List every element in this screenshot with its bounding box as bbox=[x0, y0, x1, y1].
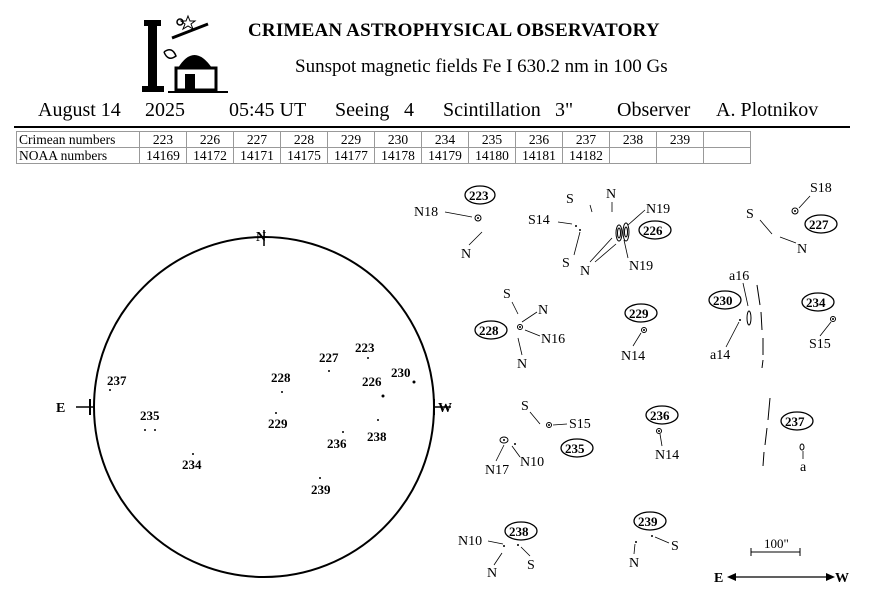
polarity-label: N10 bbox=[458, 534, 483, 549]
polarity-label: N bbox=[487, 566, 498, 581]
crimean-cell: 229 bbox=[328, 132, 375, 148]
scintillation-value: 3" bbox=[555, 99, 574, 121]
polarity-label: N10 bbox=[520, 455, 545, 470]
scintillation-label: Scintillation bbox=[443, 99, 541, 121]
polarity-label: S15 bbox=[809, 337, 831, 352]
disk-spot bbox=[281, 391, 283, 393]
disk-spot bbox=[275, 412, 277, 414]
crimean-label: Crimean numbers bbox=[17, 132, 140, 148]
spot-contour bbox=[623, 223, 629, 241]
disk-west-label: W bbox=[438, 401, 452, 416]
leader-line bbox=[780, 237, 796, 243]
crimean-cell: 239 bbox=[657, 132, 704, 148]
leader-line bbox=[660, 434, 662, 446]
disk-region-226: 226 bbox=[362, 374, 382, 389]
disk-region-237: 237 bbox=[107, 373, 127, 388]
solar-disk bbox=[94, 237, 434, 577]
polarity-label: N bbox=[629, 556, 640, 571]
leader-line bbox=[469, 232, 482, 245]
leader-line bbox=[726, 322, 739, 347]
chart-subtitle: Sunspot magnetic fields Fe I 630.2 nm in 100 Gs bbox=[295, 56, 668, 77]
spot-core bbox=[575, 225, 577, 227]
panel-235 bbox=[485, 399, 593, 478]
spot-contour bbox=[747, 311, 751, 325]
spot-core bbox=[794, 210, 796, 212]
region-id: 229 bbox=[629, 306, 649, 321]
date-year: 2025 bbox=[145, 99, 185, 121]
disk-east-label: E bbox=[56, 401, 66, 416]
leader-line bbox=[525, 330, 540, 336]
obs-time: 05:45 UT bbox=[229, 99, 307, 121]
region-id: 238 bbox=[509, 524, 529, 539]
limb-line bbox=[757, 285, 763, 368]
date-month: August 14 bbox=[38, 99, 121, 121]
spot-core bbox=[514, 443, 516, 445]
leader-line bbox=[518, 338, 522, 355]
disk-spot bbox=[109, 389, 111, 391]
leader-line bbox=[743, 283, 748, 306]
crimean-cell: 223 bbox=[140, 132, 187, 148]
region-id: 230 bbox=[713, 293, 733, 308]
spot-core bbox=[635, 541, 637, 543]
noaa-cell: 14177 bbox=[328, 148, 375, 164]
leader-line bbox=[521, 547, 530, 556]
polarity-label: N18 bbox=[414, 205, 439, 220]
seeing-value: 4 bbox=[404, 99, 414, 121]
panel-239 bbox=[629, 512, 679, 571]
noaa-cell: 14182 bbox=[563, 148, 610, 164]
noaa-cell: 14175 bbox=[281, 148, 328, 164]
orientation-arrow bbox=[714, 571, 849, 586]
noaa-cell: 14171 bbox=[234, 148, 281, 164]
spot-core bbox=[517, 544, 519, 546]
panel-228 bbox=[475, 287, 565, 372]
noaa-label: NOAA numbers bbox=[17, 148, 140, 164]
region-id: 226 bbox=[643, 223, 663, 238]
arrow-east-label: E bbox=[714, 571, 724, 586]
leader-line bbox=[760, 220, 772, 234]
disk-region-228: 228 bbox=[271, 370, 291, 385]
leader-line bbox=[624, 240, 628, 258]
spot-contour bbox=[616, 225, 622, 241]
noaa-cell: 14172 bbox=[187, 148, 234, 164]
polarity-label: S bbox=[562, 256, 570, 271]
leader-line bbox=[590, 205, 592, 212]
crimean-cell: 234 bbox=[422, 132, 469, 148]
disk-spot bbox=[377, 419, 379, 421]
polarity-label: N16 bbox=[541, 332, 566, 347]
leader-line bbox=[488, 541, 503, 544]
polarity-label: a bbox=[800, 460, 807, 475]
disk-north-label: N bbox=[256, 230, 267, 245]
leader-line bbox=[820, 322, 831, 336]
panel-234 bbox=[802, 293, 836, 352]
disk-spot bbox=[144, 429, 146, 431]
crimean-cell: 238 bbox=[610, 132, 657, 148]
panel-227 bbox=[746, 181, 837, 257]
polarity-label: S18 bbox=[810, 181, 832, 196]
disk-spot bbox=[328, 370, 330, 372]
panel-230 bbox=[709, 269, 763, 368]
spot-core bbox=[519, 326, 521, 328]
disk-spot bbox=[367, 357, 369, 359]
leader-line bbox=[558, 222, 572, 224]
noaa-cell: 14169 bbox=[140, 148, 187, 164]
scale-bar bbox=[751, 536, 800, 556]
spot-core bbox=[579, 229, 581, 231]
panel-229 bbox=[621, 304, 657, 364]
spot-core bbox=[651, 535, 653, 537]
polarity-label: N14 bbox=[621, 349, 646, 364]
leader-line bbox=[553, 424, 567, 425]
leader-line bbox=[574, 232, 580, 255]
leader-line bbox=[799, 196, 810, 208]
leader-line bbox=[512, 446, 520, 457]
region-id: 223 bbox=[469, 188, 489, 203]
region-id: 227 bbox=[809, 217, 829, 232]
disk-region-230: 230 bbox=[391, 365, 411, 380]
polarity-label: S bbox=[671, 539, 679, 554]
polarity-label: S bbox=[521, 399, 529, 414]
noaa-cell: 14180 bbox=[469, 148, 516, 164]
leader-line bbox=[633, 333, 641, 346]
region-id: 237 bbox=[785, 414, 805, 429]
leader-line bbox=[445, 212, 472, 217]
spot-core bbox=[643, 329, 645, 331]
crimean-cell: 226 bbox=[187, 132, 234, 148]
spot-core bbox=[832, 318, 834, 320]
polarity-label: N bbox=[538, 303, 549, 318]
leader-line bbox=[496, 445, 504, 461]
disk-region-227: 227 bbox=[319, 350, 339, 365]
polarity-label: S bbox=[746, 207, 754, 222]
leader-line bbox=[530, 412, 540, 424]
crimean-cell: 230 bbox=[375, 132, 422, 148]
panel-238 bbox=[458, 522, 537, 581]
polarity-label: N bbox=[580, 264, 591, 279]
limb-line bbox=[763, 398, 770, 466]
spot-core bbox=[548, 424, 550, 426]
disk-region-234: 234 bbox=[182, 457, 202, 472]
disk-region-235: 235 bbox=[140, 408, 160, 423]
disk-spot bbox=[154, 429, 156, 431]
polarity-label: N bbox=[517, 357, 528, 372]
crimean-cell: 227 bbox=[234, 132, 281, 148]
polarity-label: N19 bbox=[629, 259, 654, 274]
polarity-label: S bbox=[566, 192, 574, 207]
spot-contour bbox=[800, 444, 804, 450]
disk-region-236: 236 bbox=[327, 436, 347, 451]
region-id: 239 bbox=[638, 514, 658, 529]
observer-name: A. Plotnikov bbox=[716, 99, 819, 121]
arrow-west-label: W bbox=[835, 571, 849, 586]
polarity-label: S bbox=[527, 558, 535, 573]
disk-spot bbox=[192, 453, 194, 455]
polarity-label: S bbox=[503, 287, 511, 302]
polarity-label: N14 bbox=[655, 448, 680, 463]
polarity-label: N19 bbox=[646, 202, 671, 217]
scale-label: 100" bbox=[764, 536, 789, 551]
spot-contour bbox=[625, 227, 628, 237]
arrow-head-west bbox=[826, 573, 835, 581]
disk-spot bbox=[342, 431, 344, 433]
leader-line bbox=[522, 312, 537, 322]
disk-spot bbox=[319, 477, 321, 479]
noaa-cell: 14179 bbox=[422, 148, 469, 164]
observatory-title: CRIMEAN ASTROPHYSICAL OBSERVATORY bbox=[248, 20, 660, 41]
region-id: 235 bbox=[565, 441, 585, 456]
polarity-label: a16 bbox=[729, 269, 750, 284]
spot-core bbox=[658, 430, 660, 432]
region-id: 236 bbox=[650, 408, 670, 423]
noaa-cell: 14178 bbox=[375, 148, 422, 164]
observer-label: Observer bbox=[617, 99, 691, 121]
polarity-label: S15 bbox=[569, 417, 591, 432]
panel-237 bbox=[763, 398, 813, 475]
crimean-cell: 236 bbox=[516, 132, 563, 148]
polarity-label: N bbox=[606, 187, 617, 202]
crimean-cell: 235 bbox=[469, 132, 516, 148]
polarity-label: N17 bbox=[485, 463, 510, 478]
crimean-cell: 228 bbox=[281, 132, 328, 148]
panel-226 bbox=[528, 187, 671, 279]
disk-spot bbox=[382, 395, 385, 398]
polarity-label: N bbox=[797, 242, 808, 257]
crimean-cell: 237 bbox=[563, 132, 610, 148]
spot-core bbox=[503, 545, 505, 547]
spot-core bbox=[477, 217, 479, 219]
arrow-head-east bbox=[727, 573, 736, 581]
spot-contour bbox=[618, 228, 621, 238]
panel-236 bbox=[646, 406, 679, 463]
disk-region-238: 238 bbox=[367, 429, 387, 444]
disk-region-229: 229 bbox=[268, 416, 288, 431]
noaa-cell: 14181 bbox=[516, 148, 563, 164]
seeing-label: Seeing bbox=[335, 99, 390, 121]
leader-line bbox=[655, 537, 669, 543]
spot-core bbox=[503, 439, 505, 441]
disk-region-223: 223 bbox=[355, 340, 375, 355]
leader-line bbox=[512, 302, 518, 314]
polarity-label: a14 bbox=[710, 348, 731, 363]
region-id: 234 bbox=[806, 295, 826, 310]
polarity-label: N bbox=[461, 247, 472, 262]
leader-line bbox=[634, 544, 635, 554]
region-id: 228 bbox=[479, 323, 499, 338]
polarity-label: S14 bbox=[528, 213, 550, 228]
leader-line bbox=[494, 553, 502, 565]
spot-core bbox=[739, 319, 741, 321]
disk-spot bbox=[413, 381, 416, 384]
panel-223 bbox=[414, 186, 495, 262]
disk-region-239: 239 bbox=[311, 482, 331, 497]
